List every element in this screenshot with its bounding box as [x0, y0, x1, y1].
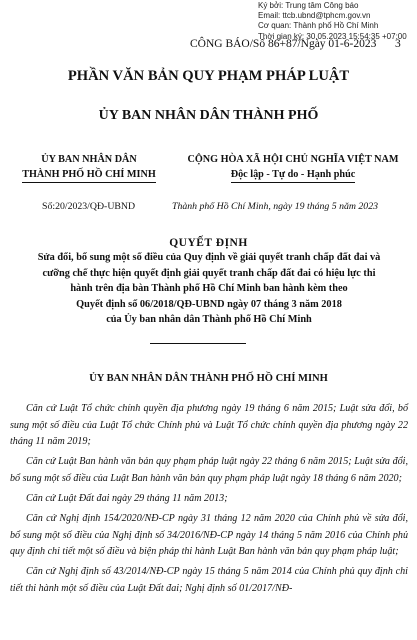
national-motto-block: [174, 152, 412, 183]
subject-line: Quyết định số 06/2018/QĐ-UBND ngày 07 tháng 3 năm 2018: [76, 298, 342, 310]
document-type: QUYẾT ĐỊNH: [169, 237, 248, 249]
preamble-paragraph: Căn cứ Nghị định số 43/2014/NĐ-CP ngày 15 tháng 5 năm 2014 của Chính phủ quy định chi tiết thi hành một số điều của Luật Đất đai; Nghị định số 01/2017/NĐ-: [10, 566, 408, 594]
digital-signature-stamp: [258, 1, 407, 42]
document-number: Số:20/2023/QĐ-UBND: [42, 201, 136, 212]
national-name: CỘNG HÒA XÃ HỘI CHỦ NGHĨA VIỆT NAM: [187, 154, 399, 165]
page-number: 3: [395, 38, 401, 50]
national-motto: Độc lập - Tự do - Hạnh phúc: [231, 167, 356, 183]
preamble-paragraph: Căn cứ Luật Đất đai ngày 29 tháng 11 năm 2013;: [26, 492, 228, 504]
signature-email: Email: ttcb.ubnd@tphcm.gov.vn: [258, 11, 371, 21]
preamble-paragraph: Căn cứ Luật Ban hành văn bản quy phạm pháp luật ngày 22 tháng 6 năm 2015; Luật sửa đổi, bổ sung một số điều của Luật Ban hành văn bản quy phạm pháp luật ngày 18 tháng 6 năm 2020;: [10, 456, 408, 484]
subject-line: của Ủy ban nhân dân Thành phố Hồ Chí Minh: [106, 314, 312, 326]
signature-time: Thời gian ký: 30.05.2023 15:54:35 +07:00: [258, 31, 407, 41]
subject-line: hành trên địa bàn Thành phố Hồ Chí Minh ban hành kèm theo: [70, 283, 348, 295]
signature-organization: Cơ quan: Thành phố Hồ Chí Minh: [258, 21, 379, 31]
place-and-date: Thành phố Hồ Chí Minh, ngày 19 tháng 5 năm 2023: [172, 201, 379, 212]
subject-line: cưỡng chế thực hiện quyết định giải quyết tranh chấp đất đai có hiệu lực thi: [42, 267, 376, 279]
signature-signer: Ký bởi: Trung tâm Công báo: [258, 1, 359, 10]
preamble-paragraph: Căn cứ Luật Tổ chức chính quyền địa phương ngày 19 tháng 6 năm 2015; Luật sửa đổi, bổ sung một số điều của Luật Tổ chức Chính phủ và Luật Tổ chức chính quyền địa phương ngày 22 tháng 11 năm 2019;: [10, 403, 408, 448]
preamble-body: [10, 401, 408, 601]
document-subject: [8, 250, 410, 328]
subject-line: Sửa đổi, bổ sung một số điều của Quy định về giải quyết tranh chấp đất đai và: [37, 252, 381, 263]
preamble-paragraph: Căn cứ Nghị định 154/2020/NĐ-CP ngày 31 tháng 12 năm 2020 của Chính phủ về sửa đổi, bổ sung một số điều của Nghị định số 34/2016/NĐ-CP ngày 14 tháng 5 năm 2016 của Chính phủ quy định chi tiết một số điều và biện pháp thi hành Luật Ban hành văn bản quy phạm pháp luật;: [10, 513, 408, 558]
issuer-line-1: ỦY BAN NHÂN DÂN: [41, 154, 137, 165]
section-title: PHẦN VĂN BẢN QUY PHẠM PHÁP LUẬT: [67, 68, 350, 84]
issuer-heading: ỦY BAN NHÂN DÂN THÀNH PHỐ HỒ CHÍ MINH: [89, 373, 328, 384]
issuer-block: [14, 152, 164, 183]
authority-title: ỦY BAN NHÂN DÂN THÀNH PHỐ: [98, 108, 319, 123]
gazette-reference: CÔNG BÁO/Số 86+87/Ngày 01-6-2023: [190, 38, 377, 50]
issuer-line-2: THÀNH PHỐ HỒ CHÍ MINH: [22, 167, 156, 183]
divider-rule: [150, 343, 246, 344]
